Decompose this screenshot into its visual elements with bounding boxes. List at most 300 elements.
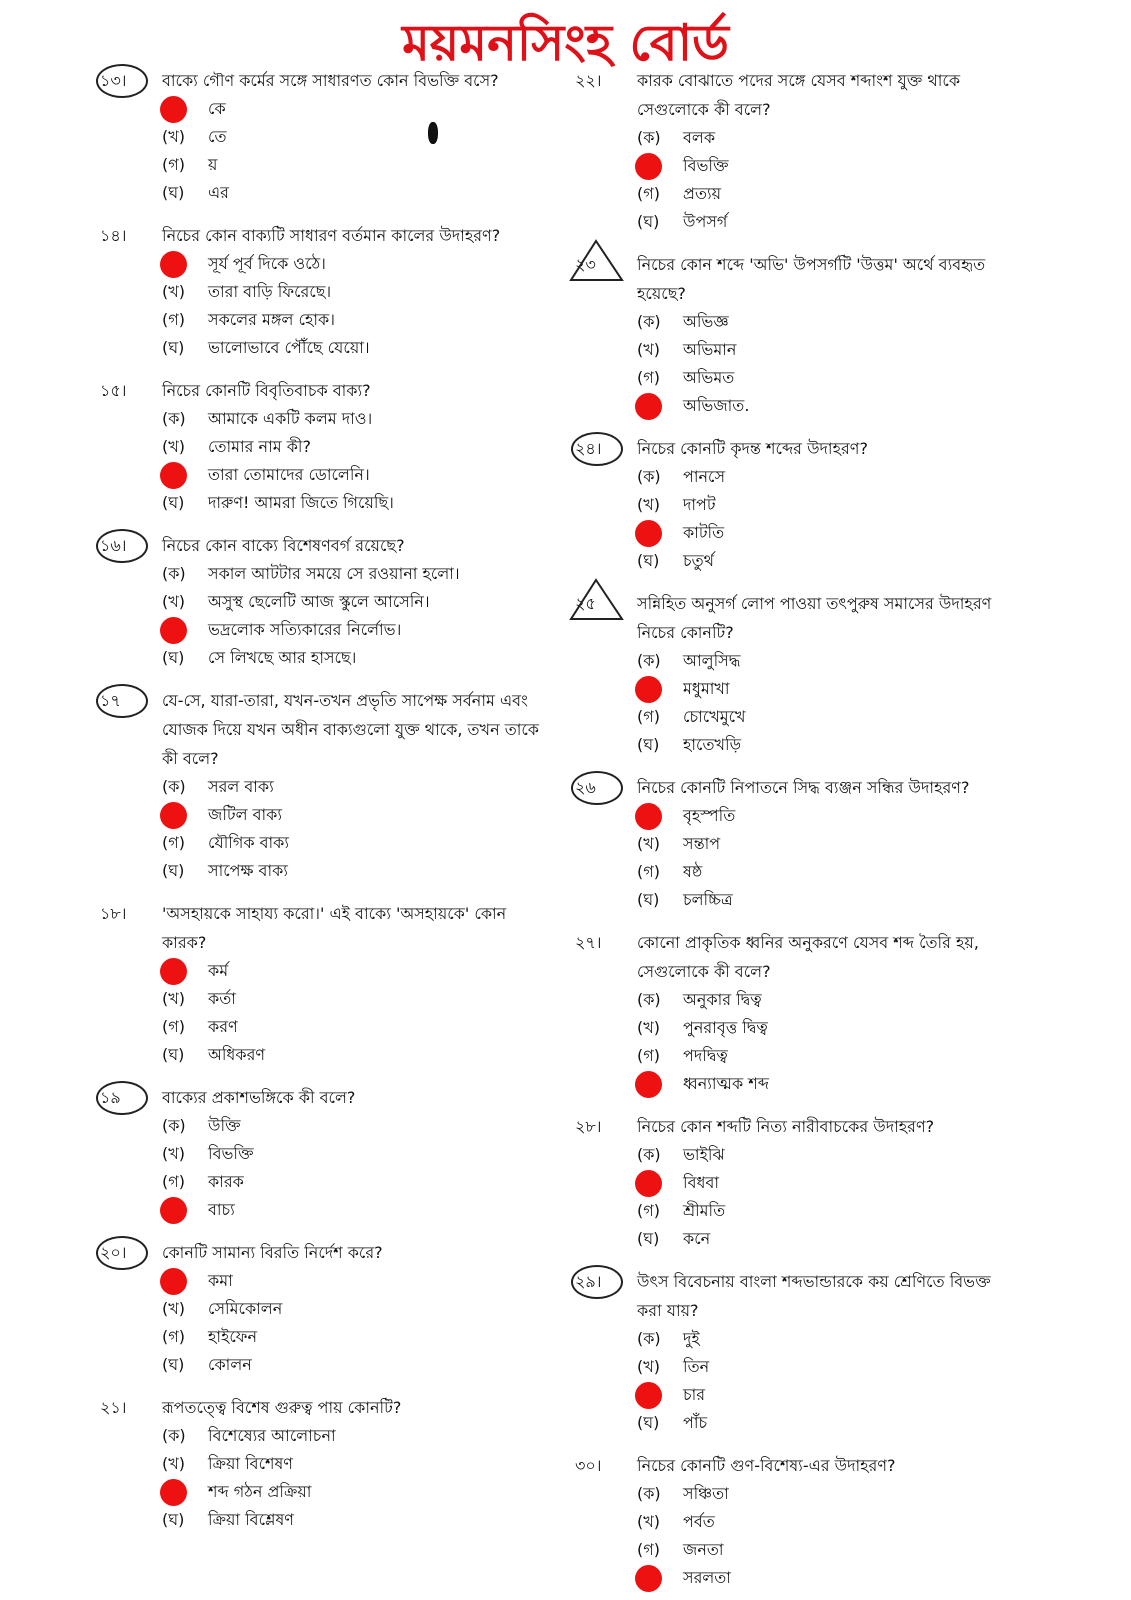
option-label: (গ) [637, 184, 660, 203]
option-4 [575, 886, 1015, 914]
hand-circle-mark [96, 684, 148, 718]
option-text: কর্তা [208, 989, 236, 1008]
option-2 [575, 1508, 1015, 1536]
option-text: কে [208, 99, 226, 118]
answer-mark-icon [635, 1170, 662, 1197]
option-text: পুনরাবৃত্ত দ্বিত্ব [683, 1018, 768, 1037]
question-number: ২৯। [575, 1267, 637, 1325]
question-text: নিচের কোন শব্দটি নিত্য নারীবাচকের উদাহরণ? [637, 1117, 935, 1136]
option-2 [575, 675, 1015, 703]
option-label: (খ) [637, 495, 660, 514]
option-text: চলচ্চিত্র [683, 890, 733, 909]
option-3 [100, 1323, 540, 1351]
question-number: ২১। [100, 1398, 127, 1417]
option-label: (ঘ) [637, 890, 660, 909]
option-3 [575, 364, 1015, 392]
option-text: অভিজাত. [683, 396, 750, 415]
answer-mark-icon [160, 1479, 187, 1506]
option-label: (ক) [162, 1426, 186, 1445]
option-label: (গ) [162, 1172, 185, 1191]
option-label: (ঘ) [162, 1355, 185, 1374]
question-4 [100, 531, 540, 672]
question-number: ১৮। [100, 904, 127, 923]
answer-mark-icon [160, 802, 187, 829]
option-label: (খ) [162, 437, 185, 456]
option-text: কনে [683, 1229, 711, 1248]
question-header [100, 1393, 540, 1422]
question-text: নিচের কোনটি কৃদন্ত শব্দের উদাহরণ? [637, 439, 868, 458]
question-header [575, 434, 1015, 463]
option-3 [575, 1042, 1015, 1070]
option-text: ষষ্ঠ [683, 862, 703, 881]
question-5 [575, 773, 1015, 914]
question-text: উৎস বিবেচনায় বাংলা শব্দভান্ডারকে কয় শ্রেণিতে বিভক্ত করা যায়? [637, 1272, 991, 1320]
option-2 [100, 1295, 540, 1323]
option-label: (গ) [162, 1017, 185, 1036]
question-9 [100, 1393, 540, 1534]
option-1 [100, 250, 540, 278]
question-number: ১৩। [100, 66, 162, 95]
option-label: (ঘ) [637, 1229, 660, 1248]
option-label: (খ) [162, 1144, 185, 1163]
option-1 [100, 405, 540, 433]
option-text: বলক [683, 128, 716, 147]
option-label: (খ) [162, 1299, 185, 1318]
option-text: ক্রিয়া বিশেষণ [208, 1454, 293, 1473]
hand-circle-mark [96, 1081, 148, 1115]
option-1 [575, 1325, 1015, 1353]
question-text: নিচের কোনটি নিপাতনে সিদ্ধ ব্যঞ্জন সন্ধির উদাহরণ? [637, 778, 970, 797]
option-4 [575, 1564, 1015, 1592]
option-label: (গ) [162, 310, 185, 329]
option-1 [100, 773, 540, 801]
option-3 [100, 1013, 540, 1041]
option-label: (ঘ) [162, 861, 185, 880]
question-text: বাক্যে গৌণ কর্মের সঙ্গে সাধারণত কোন বিভক্তি বসে? [162, 71, 499, 90]
option-text: তিন [683, 1357, 710, 1376]
option-label: (ঘ) [637, 551, 660, 570]
option-3 [575, 703, 1015, 731]
question-7 [100, 1083, 540, 1224]
option-2 [575, 336, 1015, 364]
option-3 [100, 616, 540, 644]
question-header [575, 589, 1015, 647]
answer-mark-icon [160, 1197, 187, 1224]
question-text: নিচের কোন শব্দে 'অভি' উপসর্গটি 'উত্তম' অর্থে ব্যবহৃত হয়েছে? [637, 255, 986, 303]
option-label: (খ) [162, 1454, 185, 1473]
question-text: কোনো প্রাকৃতিক ধ্বনির অনুকরণে যেসব শব্দ তৈরি হয়, সেগুলোকে কী বলে? [637, 933, 979, 981]
option-1 [100, 95, 540, 123]
option-text: কর্ম [208, 961, 229, 980]
option-4 [575, 547, 1015, 575]
right-column [575, 66, 1015, 1592]
question-number: ২০। [100, 1238, 162, 1267]
question-9 [575, 1451, 1015, 1592]
option-text: অধিকরণ [208, 1045, 266, 1064]
option-text: ভালোভাবে পৌঁছে যেয়ো। [208, 338, 370, 357]
option-label: (ক) [637, 1145, 661, 1164]
question-1 [575, 66, 1015, 236]
question-6 [575, 928, 1015, 1098]
option-4 [100, 179, 540, 207]
option-label: (খ) [637, 1512, 660, 1531]
question-text: নিচের কোন বাক্যটি সাধারণ বর্তমান কালের উদাহরণ? [162, 226, 501, 245]
option-text: চোখেমুখে [683, 707, 746, 726]
option-2 [100, 123, 540, 151]
answer-mark-icon [160, 958, 187, 985]
option-1 [575, 802, 1015, 830]
option-text: বিশেষ্যের আলোচনা [208, 1426, 336, 1445]
question-5 [100, 686, 540, 885]
option-text: এর [208, 183, 229, 202]
option-text: জনতা [683, 1540, 724, 1559]
option-text: তারা তোমাদের ডোলেনি। [208, 465, 370, 484]
option-2 [575, 1169, 1015, 1197]
option-text: ভাইঝি [683, 1145, 725, 1164]
option-label: (ক) [162, 1116, 186, 1135]
option-3 [100, 1478, 540, 1506]
option-text: বিভক্তি [683, 156, 729, 175]
option-label: (ঘ) [637, 735, 660, 754]
option-text: ক্রিয়া বিশ্লেষণ [208, 1510, 294, 1529]
option-label: (খ) [637, 834, 660, 853]
option-3 [575, 1381, 1015, 1409]
option-4 [100, 1196, 540, 1224]
question-number: ২৪। [575, 434, 637, 463]
option-label: (গ) [162, 1327, 185, 1346]
option-2 [100, 801, 540, 829]
option-label: (খ) [162, 592, 185, 611]
option-text: সকাল আটটার সময়ে সে রওয়ানা হলো। [208, 564, 460, 583]
option-label: (ঘ) [162, 338, 185, 357]
question-text: রূপতত্ত্বে বিশেষ গুরুত্ব পায় কোনটি? [162, 1398, 402, 1417]
option-text: পানসে [683, 467, 726, 486]
option-2 [575, 830, 1015, 858]
option-text: কোলন [208, 1355, 252, 1374]
option-text: চতুর্থ [683, 551, 715, 570]
option-text: ভদ্রলোক সত্যিকারের নির্লোভ। [208, 620, 402, 639]
question-text: নিচের কোন বাক্যে বিশেষণবর্গ রয়েছে? [162, 536, 405, 555]
option-3 [575, 858, 1015, 886]
question-number: ২৬ [575, 773, 637, 802]
option-1 [575, 124, 1015, 152]
answer-mark-icon [635, 393, 662, 420]
option-1 [100, 957, 540, 985]
option-2 [100, 433, 540, 461]
option-text: দারুণ! আমরা জিতে গিয়েছি। [208, 493, 394, 512]
option-label: (ক) [637, 651, 661, 670]
hand-circle-mark [571, 432, 623, 466]
answer-mark-icon [635, 520, 662, 547]
option-text: কাটতি [683, 523, 725, 542]
option-text: তোমার নাম কী? [208, 437, 311, 456]
option-1 [575, 647, 1015, 675]
option-text: সে লিখছে আর হাসছে। [208, 648, 357, 667]
option-1 [100, 1422, 540, 1450]
option-4 [575, 1409, 1015, 1437]
hand-circle-mark [571, 1265, 623, 1299]
option-label: (ক) [637, 128, 661, 147]
question-text: কারক বোঝাতে পদের সঙ্গে যেসব শব্দাংশ যুক্ত থাকে সেগুলোকে কী বলে? [637, 71, 961, 119]
option-label: (ক) [162, 777, 186, 796]
hand-circle-mark [96, 529, 148, 563]
question-number: ১৯ [100, 1083, 162, 1112]
hand-circle-mark [96, 1236, 148, 1270]
question-number: ২২। [575, 71, 602, 90]
question-header [575, 1451, 1015, 1480]
answer-mark-icon [160, 96, 187, 123]
answer-mark-icon [160, 617, 187, 644]
answer-mark-icon [635, 803, 662, 830]
option-label: (গ) [162, 833, 185, 852]
option-label: (গ) [637, 368, 660, 387]
option-label: (খ) [162, 282, 185, 301]
option-text: বাচ্য [208, 1200, 235, 1219]
option-label: (ঘ) [637, 212, 660, 231]
question-8 [100, 1238, 540, 1379]
option-4 [100, 1041, 540, 1069]
hand-triangle-mark [567, 238, 625, 286]
option-label: (ক) [637, 1329, 661, 1348]
option-text: ধ্বন্যাত্মক শব্দ [683, 1074, 769, 1093]
option-4 [100, 1351, 540, 1379]
question-number: ১৫। [100, 381, 127, 400]
option-text: জটিল বাক্য [208, 805, 282, 824]
option-text: অভিজ্ঞ [683, 312, 729, 331]
option-text: প্রত্যয় [683, 184, 722, 203]
question-2 [575, 250, 1015, 420]
option-4 [100, 644, 540, 672]
option-label: (ক) [162, 564, 186, 583]
option-2 [575, 491, 1015, 519]
option-text: শব্দ গঠন প্রক্রিয়া [208, 1482, 312, 1501]
option-4 [575, 1225, 1015, 1253]
answer-mark-icon [635, 1382, 662, 1409]
question-header [100, 1238, 540, 1267]
option-1 [100, 1112, 540, 1140]
question-8 [575, 1267, 1015, 1437]
question-text: নিচের কোনটি বিবৃতিবাচক বাক্য? [162, 381, 371, 400]
answer-mark-icon [160, 251, 187, 278]
option-2 [100, 278, 540, 306]
question-text: কোনটি সামান্য বিরতি নির্দেশ করে? [162, 1243, 383, 1262]
option-text: হাইফেন [208, 1327, 258, 1346]
question-header [575, 250, 1015, 308]
question-number: ১৪। [100, 226, 127, 245]
option-3 [575, 1536, 1015, 1564]
option-text: অসুস্থ ছেলেটি আজ স্কুলে আসেনি। [208, 592, 430, 611]
option-text: বিধবা [683, 1173, 719, 1192]
option-label: (ঘ) [162, 1045, 185, 1064]
option-4 [575, 392, 1015, 420]
question-7 [575, 1112, 1015, 1253]
option-label: (ক) [637, 990, 661, 1009]
option-label: (খ) [637, 340, 660, 359]
question-number: ১৭ [100, 686, 162, 773]
option-text: উপসর্গ [683, 212, 728, 231]
question-header [100, 66, 540, 95]
option-text: তারা বাড়ি ফিরেছে। [208, 282, 332, 301]
option-text: বিভক্তি [208, 1144, 254, 1163]
option-1 [575, 986, 1015, 1014]
option-4 [575, 1070, 1015, 1098]
option-text: সঞ্চিতা [683, 1484, 729, 1503]
option-text: সেমিকোলন [208, 1299, 283, 1318]
question-number: ৩০। [575, 1456, 602, 1475]
option-label: (ঘ) [162, 493, 185, 512]
option-label: (গ) [637, 1046, 660, 1065]
option-text: সন্তাপ [683, 834, 721, 853]
question-header [575, 1267, 1015, 1325]
option-text: য় [208, 155, 218, 174]
option-4 [100, 334, 540, 362]
question-header [100, 376, 540, 405]
option-3 [100, 829, 540, 857]
answer-mark-icon [635, 1071, 662, 1098]
option-2 [575, 1014, 1015, 1042]
option-text: সকলের মঙ্গল হোক। [208, 310, 335, 329]
option-text: বৃহস্পতি [683, 806, 736, 825]
question-header [575, 773, 1015, 802]
option-text: তে [208, 127, 227, 146]
option-label: (ঘ) [162, 1510, 185, 1529]
option-label: (খ) [637, 1357, 660, 1376]
option-text: আলুসিদ্ধ [683, 651, 741, 670]
option-label: (গ) [637, 862, 660, 881]
option-label: (ক) [637, 467, 661, 486]
question-header [575, 928, 1015, 986]
option-text: পদদ্বিত্ব [683, 1046, 728, 1065]
question-header [100, 1083, 540, 1112]
question-text: যে-সে, যারা-তারা, যখন-তখন প্রভৃতি সাপেক্ষ সর্বনাম এবং যোজক দিয়ে যখন অধীন বাক্যগুলো যুক্ত থাকে, তখন তাকে কী বলে? [162, 691, 539, 768]
page-title: ময়মনসিংহ বোর্ড [402, 13, 729, 72]
option-label: (ক) [162, 409, 186, 428]
option-2 [100, 1450, 540, 1478]
option-1 [575, 1480, 1015, 1508]
option-text: পর্বত [683, 1512, 715, 1531]
option-label: (গ) [637, 1540, 660, 1559]
option-3 [100, 151, 540, 179]
question-3 [575, 434, 1015, 575]
question-header [100, 899, 540, 957]
option-label: (খ) [637, 1018, 660, 1037]
left-column [100, 66, 540, 1534]
option-3 [575, 519, 1015, 547]
option-label: (গ) [162, 155, 185, 174]
option-text: সরলতা [683, 1568, 731, 1587]
option-label: (খ) [162, 127, 185, 146]
option-text: কারক [208, 1172, 244, 1191]
option-4 [575, 208, 1015, 236]
option-2 [100, 588, 540, 616]
option-text: চার [683, 1385, 706, 1404]
question-text: 'অসহায়কে সাহায্য করো।' এই বাক্যে 'অসহায়কে' কোন কারক? [162, 904, 507, 952]
question-3 [100, 376, 540, 517]
option-3 [100, 1168, 540, 1196]
answer-mark-icon [635, 153, 662, 180]
option-text: অনুকার দ্বিত্ব [683, 990, 762, 1009]
option-label: (ঘ) [162, 648, 185, 667]
option-label: (ঘ) [637, 1413, 660, 1432]
option-text: পাঁচ [683, 1413, 708, 1432]
option-2 [575, 152, 1015, 180]
option-text: যৌগিক বাক্য [208, 833, 290, 852]
question-number: ২৮। [575, 1117, 602, 1136]
question-4 [575, 589, 1015, 759]
option-text: কমা [208, 1271, 233, 1290]
option-text: অভিমত [683, 368, 735, 387]
option-3 [100, 461, 540, 489]
option-4 [100, 489, 540, 517]
question-header [100, 221, 540, 250]
answer-mark-icon [635, 1565, 662, 1592]
option-text: করণ [208, 1017, 238, 1036]
option-label: (খ) [162, 989, 185, 1008]
question-number: ২৫ [575, 589, 637, 647]
option-text: অভিমান [683, 340, 737, 359]
answer-mark-icon [160, 462, 187, 489]
option-2 [100, 985, 540, 1013]
option-2 [100, 1140, 540, 1168]
question-header [575, 66, 1015, 124]
question-header [100, 686, 540, 773]
option-1 [575, 308, 1015, 336]
hand-circle-mark [96, 64, 148, 98]
option-text: দাপট [683, 495, 716, 514]
option-text: আমাকে একটি কলম দাও। [208, 409, 373, 428]
option-text: সরল বাক্য [208, 777, 274, 796]
option-text: সাপেক্ষ বাক্য [208, 861, 288, 880]
option-4 [575, 731, 1015, 759]
option-label: (গ) [637, 1201, 660, 1220]
option-4 [100, 857, 540, 885]
question-header [100, 531, 540, 560]
question-number: ২৭। [575, 933, 602, 952]
question-number: ২৩ [575, 250, 637, 308]
option-label: (গ) [637, 707, 660, 726]
option-label: (ক) [637, 312, 661, 331]
option-3 [100, 306, 540, 334]
option-1 [575, 1141, 1015, 1169]
hand-triangle-mark [567, 577, 625, 625]
option-3 [575, 180, 1015, 208]
question-header [575, 1112, 1015, 1141]
option-1 [100, 560, 540, 588]
answer-mark-icon [635, 676, 662, 703]
question-1 [100, 66, 540, 207]
question-number: ১৬। [100, 531, 162, 560]
option-label: (ঘ) [162, 183, 185, 202]
option-label: (ক) [637, 1484, 661, 1503]
option-text: সূর্য পূর্ব দিকে ওঠে। [208, 254, 326, 273]
option-text: দুই [683, 1329, 700, 1348]
option-4 [100, 1506, 540, 1534]
option-text: শ্রীমতি [683, 1201, 726, 1220]
question-2 [100, 221, 540, 362]
question-text: বাক্যের প্রকাশভঙ্গিকে কী বলে? [162, 1088, 356, 1107]
option-1 [100, 1267, 540, 1295]
option-text: মধুমাখা [683, 679, 730, 698]
question-text: নিচের কোনটি গুণ-বিশেষ্য-এর উদাহরণ? [637, 1456, 896, 1475]
question-6 [100, 899, 540, 1069]
option-1 [575, 463, 1015, 491]
option-3 [575, 1197, 1015, 1225]
hand-circle-mark [571, 771, 623, 805]
question-text: সন্নিহিত অনুসর্গ লোপ পাওয়া তৎপুরুষ সমাসের উদাহরণ নিচের কোনটি? [637, 594, 992, 642]
option-text: হাতেখড়ি [683, 735, 741, 754]
answer-mark-icon [160, 1268, 187, 1295]
option-text: উক্তি [208, 1116, 241, 1135]
